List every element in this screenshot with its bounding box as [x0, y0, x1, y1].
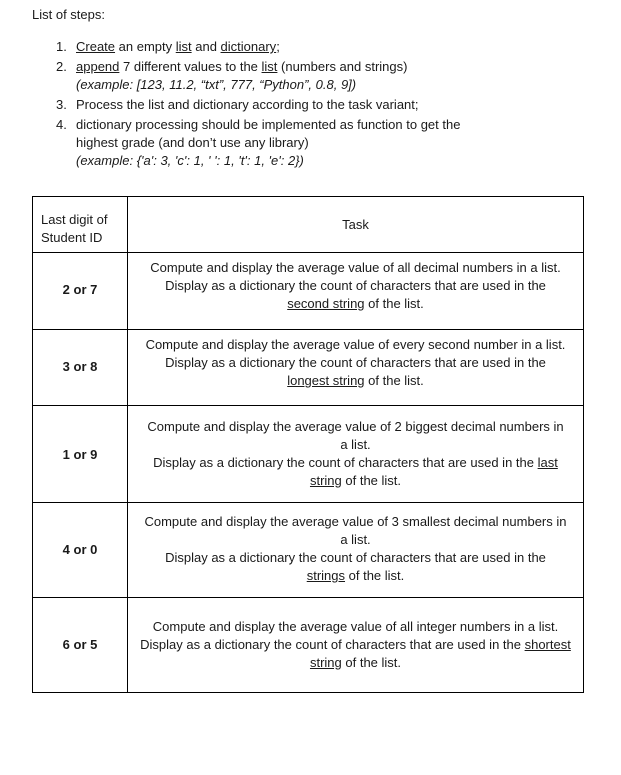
text-run: of the list. [341, 655, 402, 670]
text-run: an empty [115, 39, 176, 54]
task-cell [128, 503, 584, 598]
digit-cell [33, 503, 128, 598]
text-run: a list. [340, 437, 371, 452]
task-text [128, 598, 583, 672]
underlined-text: longest string [287, 373, 365, 388]
underlined-text: string [309, 473, 342, 488]
underlined-text: last [537, 455, 558, 470]
step-text [76, 38, 576, 56]
step-text [76, 58, 576, 76]
step-number: 4. [56, 117, 67, 132]
digit-label: 4 or 0 [62, 542, 98, 557]
steps-list [56, 38, 576, 170]
task-text [128, 330, 583, 390]
table-header-row [33, 197, 584, 253]
step-example: (example: [123, 11.2, “txt”, 777, “Python”, 0.8, 9]) [76, 77, 357, 92]
text-run: 7 different values to the [119, 59, 262, 74]
step-number: 3. [56, 97, 67, 112]
task-line [134, 513, 577, 531]
step-item [56, 58, 576, 94]
underlined-text: dictionary [220, 39, 277, 54]
step-number: 2. [56, 59, 67, 74]
text-run: Compute and display the average value of every second number in a list. [145, 337, 566, 352]
text-run: Compute and display the average value of all decimal numbers in a list. [150, 260, 561, 275]
task-line [134, 418, 577, 436]
underlined-text: strings [306, 568, 346, 583]
task-text [128, 253, 583, 313]
table-row [33, 503, 584, 598]
text-run: Compute and display the average value of 2 biggest decimal numbers in [147, 419, 564, 434]
step-text [76, 96, 576, 114]
header-col1-line: Last digit of [41, 212, 108, 227]
text-run: and [191, 39, 221, 54]
task-cell [128, 598, 584, 693]
text-run: Display as a dictionary the count of characters that are used in the [140, 637, 525, 652]
text-run: Display as a dictionary the count of characters that are used in the [165, 550, 546, 565]
task-line [134, 454, 577, 472]
digit-label: 1 or 9 [62, 447, 98, 462]
task-line [134, 436, 577, 454]
underlined-text: Create [76, 39, 116, 54]
task-line [134, 472, 577, 490]
text-run: Display as a dictionary the count of characters that are used in the [153, 455, 538, 470]
task-line [134, 277, 577, 295]
task-line [134, 336, 577, 354]
underlined-text: list [261, 59, 278, 74]
task-line [134, 531, 577, 549]
digit-cell [33, 330, 128, 406]
digit-cell [33, 598, 128, 693]
digit-label: 3 or 8 [62, 359, 98, 374]
text-run: Compute and display the average value of 3 smallest decimal numbers in [144, 514, 567, 529]
text-run: Display as a dictionary the count of characters that are used in the [165, 355, 546, 370]
underlined-text: shortest [524, 637, 571, 652]
text-run: a list. [340, 532, 371, 547]
task-line [134, 295, 577, 313]
task-line [134, 567, 577, 585]
text-run: (numbers and strings) [277, 59, 408, 74]
task-line [134, 654, 577, 672]
text-run: of the list. [364, 296, 424, 311]
text-run: of the list. [341, 473, 402, 488]
task-line [134, 259, 577, 277]
task-line [134, 618, 577, 636]
step-example: (example: {'a': 3, 'c': 1, ' ': 1, 't': 1, 'e': 2}) [76, 153, 304, 168]
document-heading: List of steps: [32, 7, 105, 22]
digit-cell [33, 406, 128, 503]
task-line [134, 372, 577, 390]
step-text: dictionary processing should be implemented as function to get the [76, 117, 461, 132]
step-item [56, 38, 576, 56]
step-number: 1. [56, 39, 67, 54]
task-variants-table [32, 196, 584, 693]
digit-label: 6 or 5 [62, 637, 98, 652]
task-text [128, 503, 583, 585]
table-row [33, 406, 584, 503]
digit-label: 2 or 7 [62, 282, 98, 297]
header-student-id [33, 197, 128, 253]
table-row [33, 330, 584, 406]
underlined-text: append [76, 59, 120, 74]
text-run: Process the list and dictionary according to the task variant; [76, 97, 419, 112]
digit-cell [33, 253, 128, 330]
task-text [128, 406, 583, 490]
task-line [134, 549, 577, 567]
table-row [33, 253, 584, 330]
task-cell [128, 253, 584, 330]
task-cell [128, 330, 584, 406]
text-run: of the list. [345, 568, 405, 583]
header-col1-line: Student ID [41, 230, 103, 245]
task-line [134, 636, 577, 654]
text-run: Compute and display the average value of all integer numbers in a list. [152, 619, 559, 634]
step-item [56, 96, 576, 114]
underlined-text: string [309, 655, 342, 670]
text-run: of the list. [364, 373, 424, 388]
text-run: Display as a dictionary the count of characters that are used in the [165, 278, 546, 293]
table-row [33, 598, 584, 693]
text-run: ; [276, 39, 280, 54]
underlined-text: list [175, 39, 192, 54]
header-task: Task [128, 197, 584, 253]
underlined-text: second string [287, 296, 365, 311]
step-item [56, 116, 576, 170]
task-cell [128, 406, 584, 503]
step-text: highest grade (and don’t use any library) [76, 135, 309, 150]
task-line [134, 354, 577, 372]
